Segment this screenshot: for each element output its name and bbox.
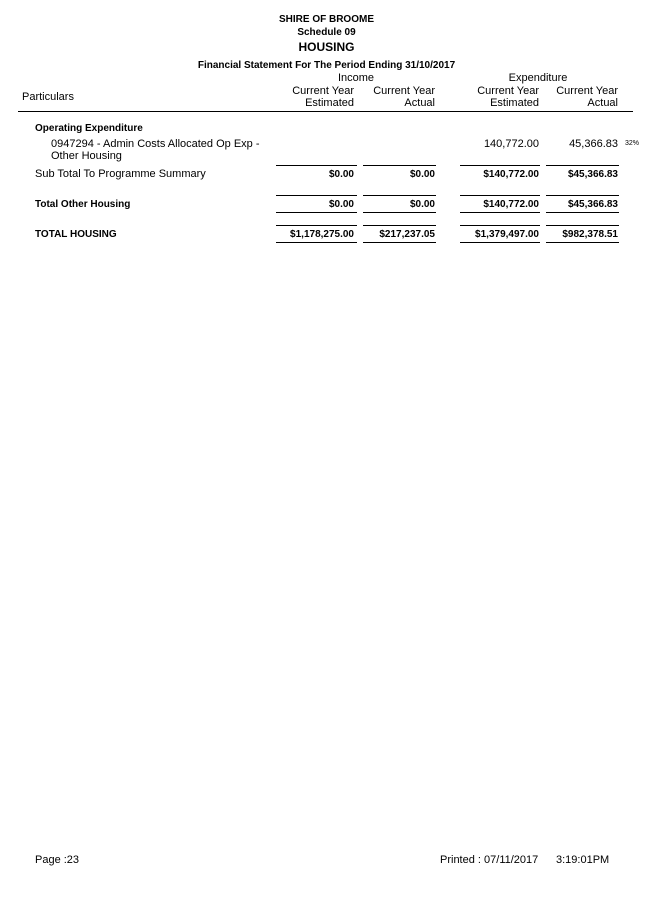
col-exp-act-line1: Current Year <box>556 85 618 97</box>
col-income-est-line2: Estimated <box>305 97 354 109</box>
col-exp-est-line2: Estimated <box>490 97 539 109</box>
total-housing-label: TOTAL HOUSING <box>35 229 117 240</box>
total-housing-exp-est: $1,379,497.00 <box>475 229 539 240</box>
total-housing-exp-act: $982,378.51 <box>562 229 618 240</box>
statement-title: Financial Statement For The Period Ending 31/10/2017 <box>197 60 456 71</box>
subtotal-income-est: $0.00 <box>328 169 354 180</box>
total-housing-income-act: $217,237.05 <box>379 229 435 240</box>
total-housing-income-est: $1,178,275.00 <box>290 229 354 240</box>
line-item-exp-est: 140,772.00 <box>483 138 539 150</box>
subtotal-rule <box>546 165 619 166</box>
org-name: SHIRE OF BROOME <box>278 14 374 25</box>
total-housing-underline <box>460 242 540 243</box>
page-number: Page :23 <box>35 854 80 866</box>
total-other-underline <box>276 212 357 213</box>
total-housing-underline <box>363 242 436 243</box>
expenditure-group-header: Expenditure <box>508 72 568 84</box>
total-other-rule <box>546 195 619 196</box>
total-other-exp-act: $45,366.83 <box>567 199 618 210</box>
header-divider <box>18 111 633 112</box>
total-other-rule <box>363 195 436 196</box>
subtotal-exp-est: $140,772.00 <box>483 169 539 180</box>
total-housing-rule <box>276 225 357 226</box>
line-item-desc-1: 0947294 - Admin Costs Allocated Op Exp - <box>51 138 260 150</box>
col-income-act-line1: Current Year <box>373 85 435 97</box>
schedule-number: Schedule 09 <box>297 27 356 38</box>
col-exp-est-line1: Current Year <box>477 85 539 97</box>
total-other-rule <box>460 195 540 196</box>
total-housing-underline <box>276 242 357 243</box>
total-other-housing-label: Total Other Housing <box>35 199 131 210</box>
total-other-exp-est: $140,772.00 <box>483 199 539 210</box>
line-item-desc-2: Other Housing <box>51 150 122 162</box>
total-other-underline <box>460 212 540 213</box>
income-group-header: Income <box>337 72 375 84</box>
printed-date: Printed : 07/11/2017 <box>440 854 539 866</box>
printed-time: 3:19:01PM <box>556 854 610 866</box>
total-housing-underline <box>546 242 619 243</box>
subtotal-label: Sub Total To Programme Summary <box>35 168 206 180</box>
col-income-est-line1: Current Year <box>292 85 354 97</box>
col-exp-act-line2: Actual <box>587 97 618 109</box>
col-income-act-line2: Actual <box>404 97 435 109</box>
line-item-percent: 32% <box>625 140 640 147</box>
operating-expenditure-heading: Operating Expenditure <box>35 123 143 134</box>
line-item-exp-act: 45,366.83 <box>569 138 618 150</box>
subtotal-income-act: $0.00 <box>409 169 435 180</box>
total-other-underline <box>546 212 619 213</box>
total-housing-rule <box>460 225 540 226</box>
total-other-underline <box>363 212 436 213</box>
total-housing-rule <box>363 225 436 226</box>
particulars-header: Particulars <box>22 91 74 103</box>
subtotal-exp-act: $45,366.83 <box>567 169 618 180</box>
total-housing-rule <box>546 225 619 226</box>
total-other-rule <box>276 195 357 196</box>
total-other-income-est: $0.00 <box>328 199 354 210</box>
section-title: HOUSING <box>298 40 355 54</box>
subtotal-rule <box>460 165 540 166</box>
total-other-income-act: $0.00 <box>409 199 435 210</box>
subtotal-rule <box>276 165 357 166</box>
subtotal-rule <box>363 165 436 166</box>
